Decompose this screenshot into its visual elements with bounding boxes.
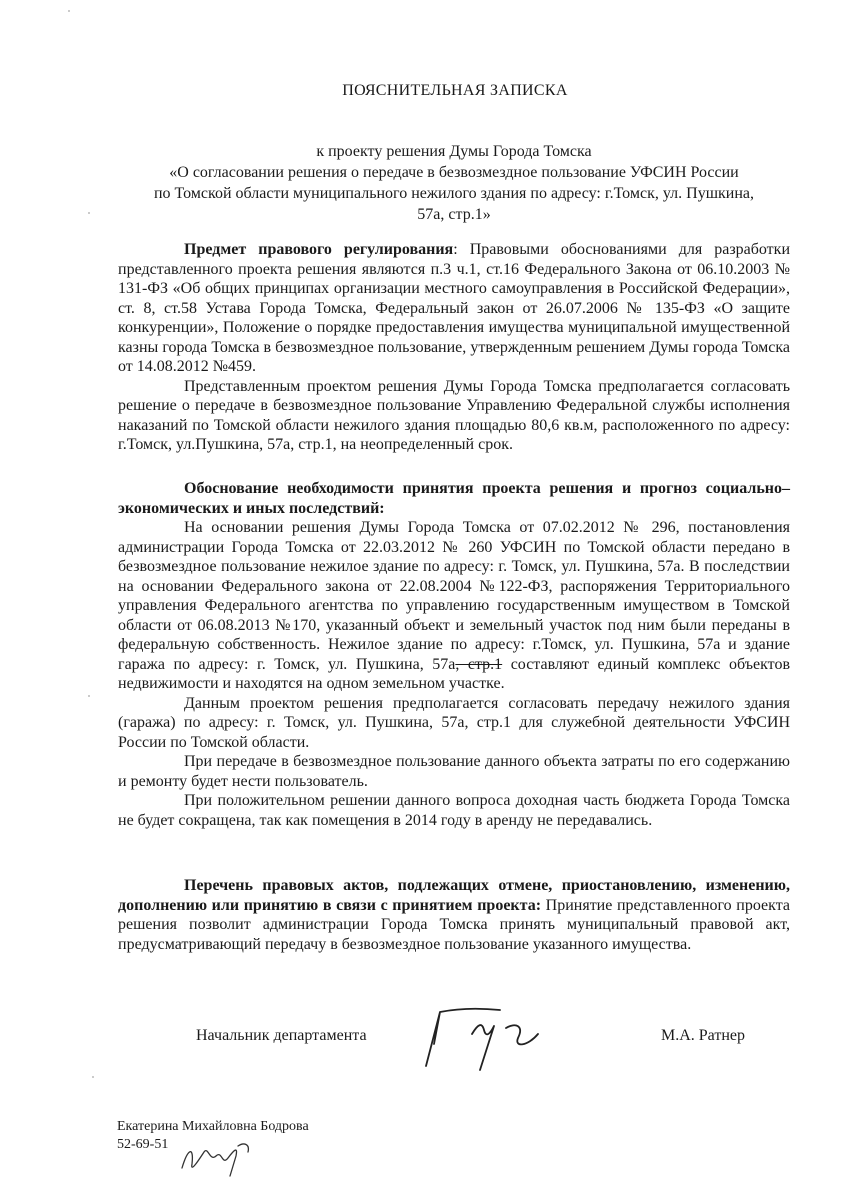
document-subject xyxy=(118,141,790,225)
document-title: ПОЯСНИТЕЛЬНАЯ ЗАПИСКА xyxy=(342,82,568,99)
section-justification xyxy=(118,479,790,830)
paragraph xyxy=(118,240,790,377)
subject-line: по Томской области муниципального нежилого здания по адресу: г.Томск, ул. Пушкина, xyxy=(153,185,755,202)
paragraph-text: составляют единый комплекс объектов недвижимости и находятся на одном земельном участке. xyxy=(118,655,790,692)
executor-phone: 52-69-51 xyxy=(117,1137,169,1152)
paragraph-text: : Правовыми обоснованиями для разработки представленного проекта решения являются п.3 ч.1, ст.16 Федерального Закона от 06.10.2003 № 131-ФЗ «Об общих принципах организации местного самоуправления в Российской Федерации», ст. 8, ст.58 Устава Города Томска, Федеральный закон от 26.07.2006 № 135-ФЗ «О защите конкуренции», Положение о порядке предоставления имущества муниципальной имущественной казны города Томска в безвозмездное пользование, утвержденным решением Думы города Томска от 14.08.2012 №459. xyxy=(118,241,790,375)
executor-name: Екатерина Михайловна Бодрова xyxy=(117,1119,309,1134)
paragraph-text: Принятие представленного проекта решения позволит администрации Города Томска принять муниципальный правовой акт, предусматривающий передачу в безвозмездное пользование указанного имущества. xyxy=(118,896,791,953)
paragraph xyxy=(118,876,790,954)
struck-text: , стр.1 xyxy=(455,655,503,673)
signer-position: Начальник департамента xyxy=(196,1027,367,1044)
section-heading: Предмет правового регулирования xyxy=(184,241,454,258)
paragraph: При передаче в безвозмездное пользование данного объекта затраты по его содержанию и ремонту будет нести пользователь. xyxy=(118,753,790,790)
section-heading: Перечень правовых актов, подлежащих отмене, приостановлению, изменению, дополнению или принятию в связи с принятием проекта: xyxy=(118,877,790,914)
paragraph-text: На основании решения Думы Города Томска от 07.02.2012 № 296, постановления администрации Города Томска от 22.03.2012 № 260 УФСИН по Томской области передано в безвозмездное пользование нежилое здание по адресу: г. Томск, ул. Пушкина, 57а. В последствии на основании Федерального закона от 22.08.2004 №122-ФЗ, распоряжения Территориального управления Федерального агентства по управлению государственным имуществом в Томской области от 06.08.2013 №170, указанный объект и земельный участок под ним были переданы в федеральную собственность. Нежилое здание по адресу: г.Томск, ул. Пушкина, 57а и здание гаража по адресу: г. Томск, ул. Пушкина, 57а xyxy=(118,519,790,673)
section-heading: Обоснование необходимости принятия проекта решения и прогноз социально–экономических и иных последствий: xyxy=(118,480,790,517)
subject-line: «О согласовании решения о передаче в безвозмездное пользование УФСИН России xyxy=(169,164,739,181)
signer-name: М.А. Ратнер xyxy=(661,1027,746,1044)
executor-signature xyxy=(178,1138,258,1178)
scan-speck xyxy=(88,212,90,214)
paragraph: При положительном решении данного вопроса доходная часть бюджета Города Томска не будет сокращена, так как помещения в 2014 году в аренду не передавались. xyxy=(118,792,790,829)
scan-speck xyxy=(92,1076,94,1078)
scan-speck xyxy=(88,695,90,697)
section-legal-acts xyxy=(118,876,790,954)
handwritten-signature xyxy=(420,1004,550,1074)
paragraph: Данным проектом решения предполагается согласовать передачу нежилого здания (гаража) по адресу: г. Томск, ул. Пушкина, 57а, стр.1 для служебной деятельности УФСИН России по Томской области. xyxy=(118,694,790,751)
paragraph xyxy=(118,518,790,694)
subject-line: к проекту решения Думы Города Томска xyxy=(316,143,592,160)
paragraph: Представленным проектом решения Думы Города Томска предполагается согласовать решение о передаче в безвозмездное пользование Управлению Федеральной службы исполнения наказаний по Томской области нежилого здания площадью 80,6 кв.м, расположенного по адресу: г.Томск, ул.Пушкина, 57а, стр.1, на неопределенный срок. xyxy=(118,377,790,453)
subject-line: 57а, стр.1» xyxy=(417,206,491,223)
scan-speck xyxy=(68,10,70,12)
section-legal-regulation xyxy=(118,240,790,455)
